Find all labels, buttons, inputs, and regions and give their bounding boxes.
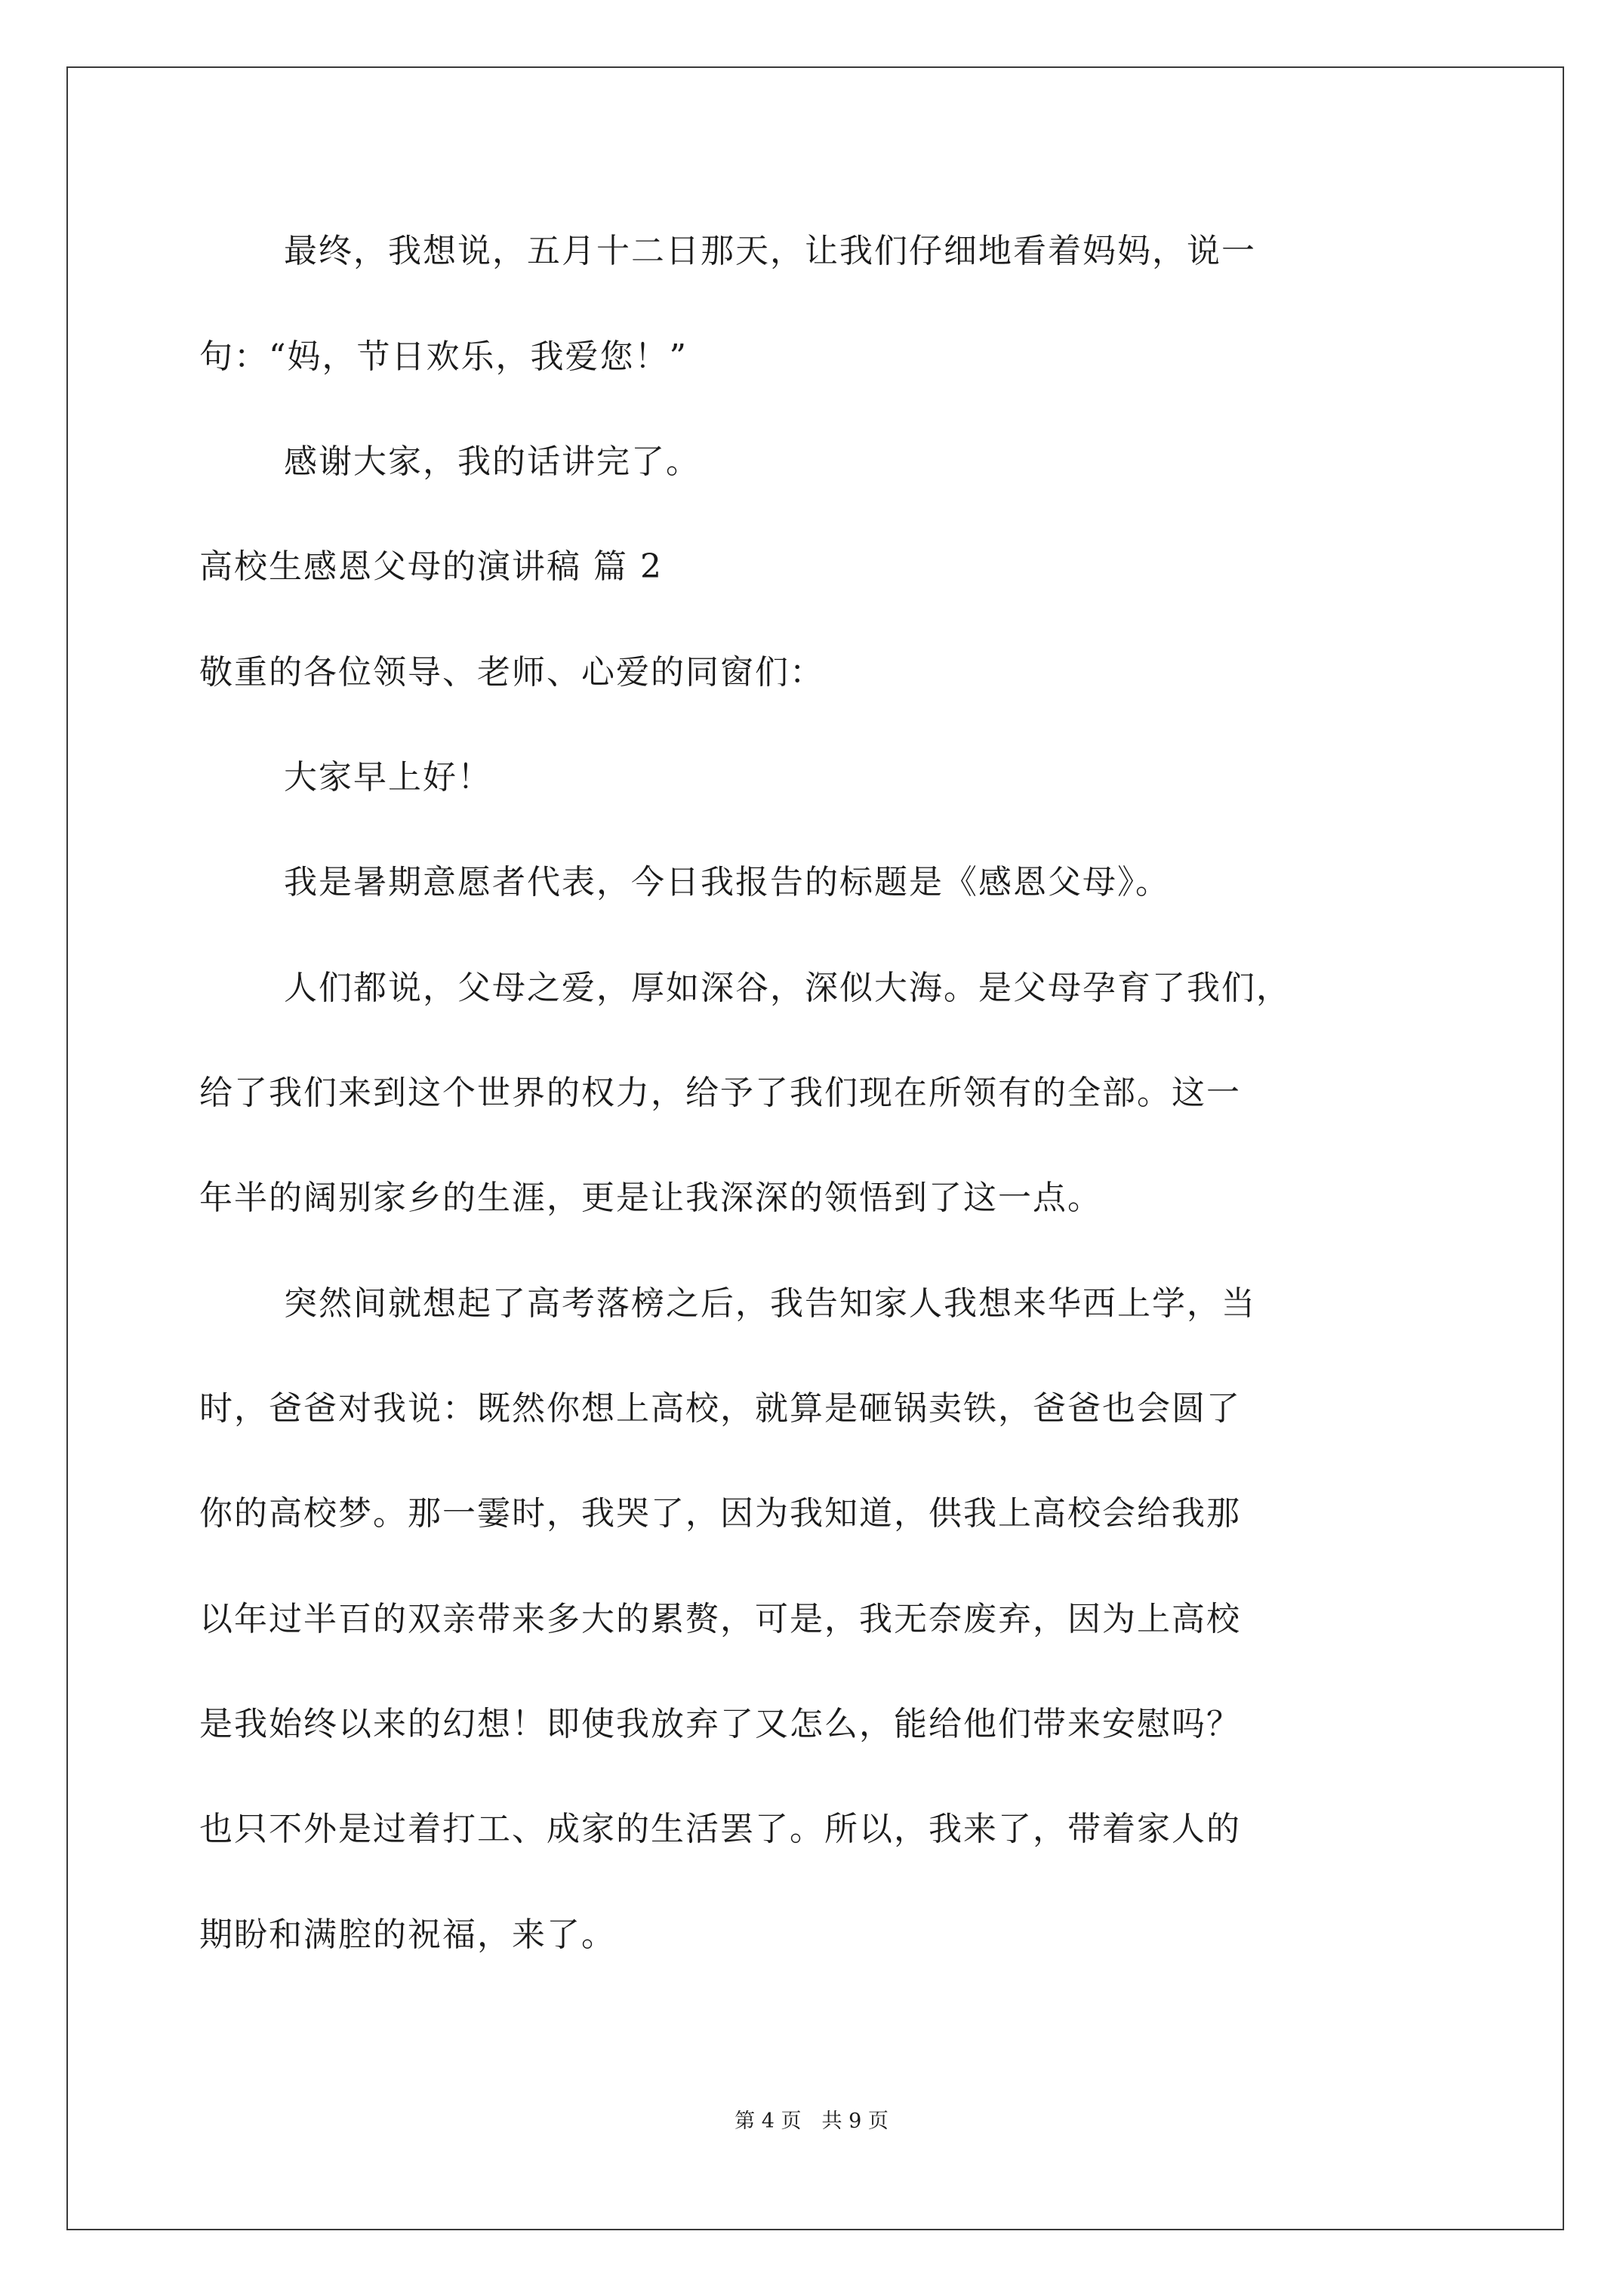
paragraph-line: 是我始终以来的幻想！即使我放弃了又怎么，能给他们带来安慰吗？ [199,1705,1241,1743]
paragraph-line: 我是暑期意愿者代表，今日我报告的标题是《感恩父母》。 [284,863,1170,901]
page-number-footer: 第 4 页 共 9 页 [735,2110,888,2133]
paragraph-line: 期盼和满腔的祝福，来了。 [199,1915,616,1954]
paragraph-line: 给了我们来到这个世界的权力，给予了我们现在所领有的全部。这一 [199,1074,1241,1112]
page-border [66,66,1564,2230]
paragraph-line: 以年过半百的双亲带来多大的累赘，可是，我无奈废弃，因为上高校 [199,1600,1241,1638]
paragraph-line: 年半的阔别家乡的生涯，更是让我深深的领悟到了这一点。 [199,1179,1102,1217]
paragraph-line: 也只不外是过着打工、成家的生活罢了。所以，我来了，带着家人的 [199,1810,1241,1848]
paragraph-line: 大家早上好！ [284,758,492,797]
paragraph-line: 人们都说，父母之爱，厚如深谷，深似大海。是父母孕育了我们， [284,969,1291,1007]
paragraph-line: 感谢大家，我的话讲完了。 [284,442,701,481]
paragraph-line: 你的高校梦。那一霎时，我哭了，因为我知道，供我上高校会给我那 [199,1494,1241,1533]
paragraph-line: 时，爸爸对我说：既然你想上高校，就算是砸锅卖铁，爸爸也会圆了 [199,1389,1241,1428]
paragraph-line: 句：“妈，节日欢乐，我爱您！” [199,337,688,376]
salutation: 敬重的各位领导、老师、心爱的同窗们： [199,653,824,692]
section-heading: 高校生感恩父母的演讲稿 篇 2 [199,547,663,586]
paragraph-line: 最终，我想说，五月十二日那天，让我们仔细地看着妈妈，说一 [284,232,1256,270]
paragraph-line: 突然间就想起了高考落榜之后，我告知家人我想来华西上学，当 [284,1284,1256,1323]
